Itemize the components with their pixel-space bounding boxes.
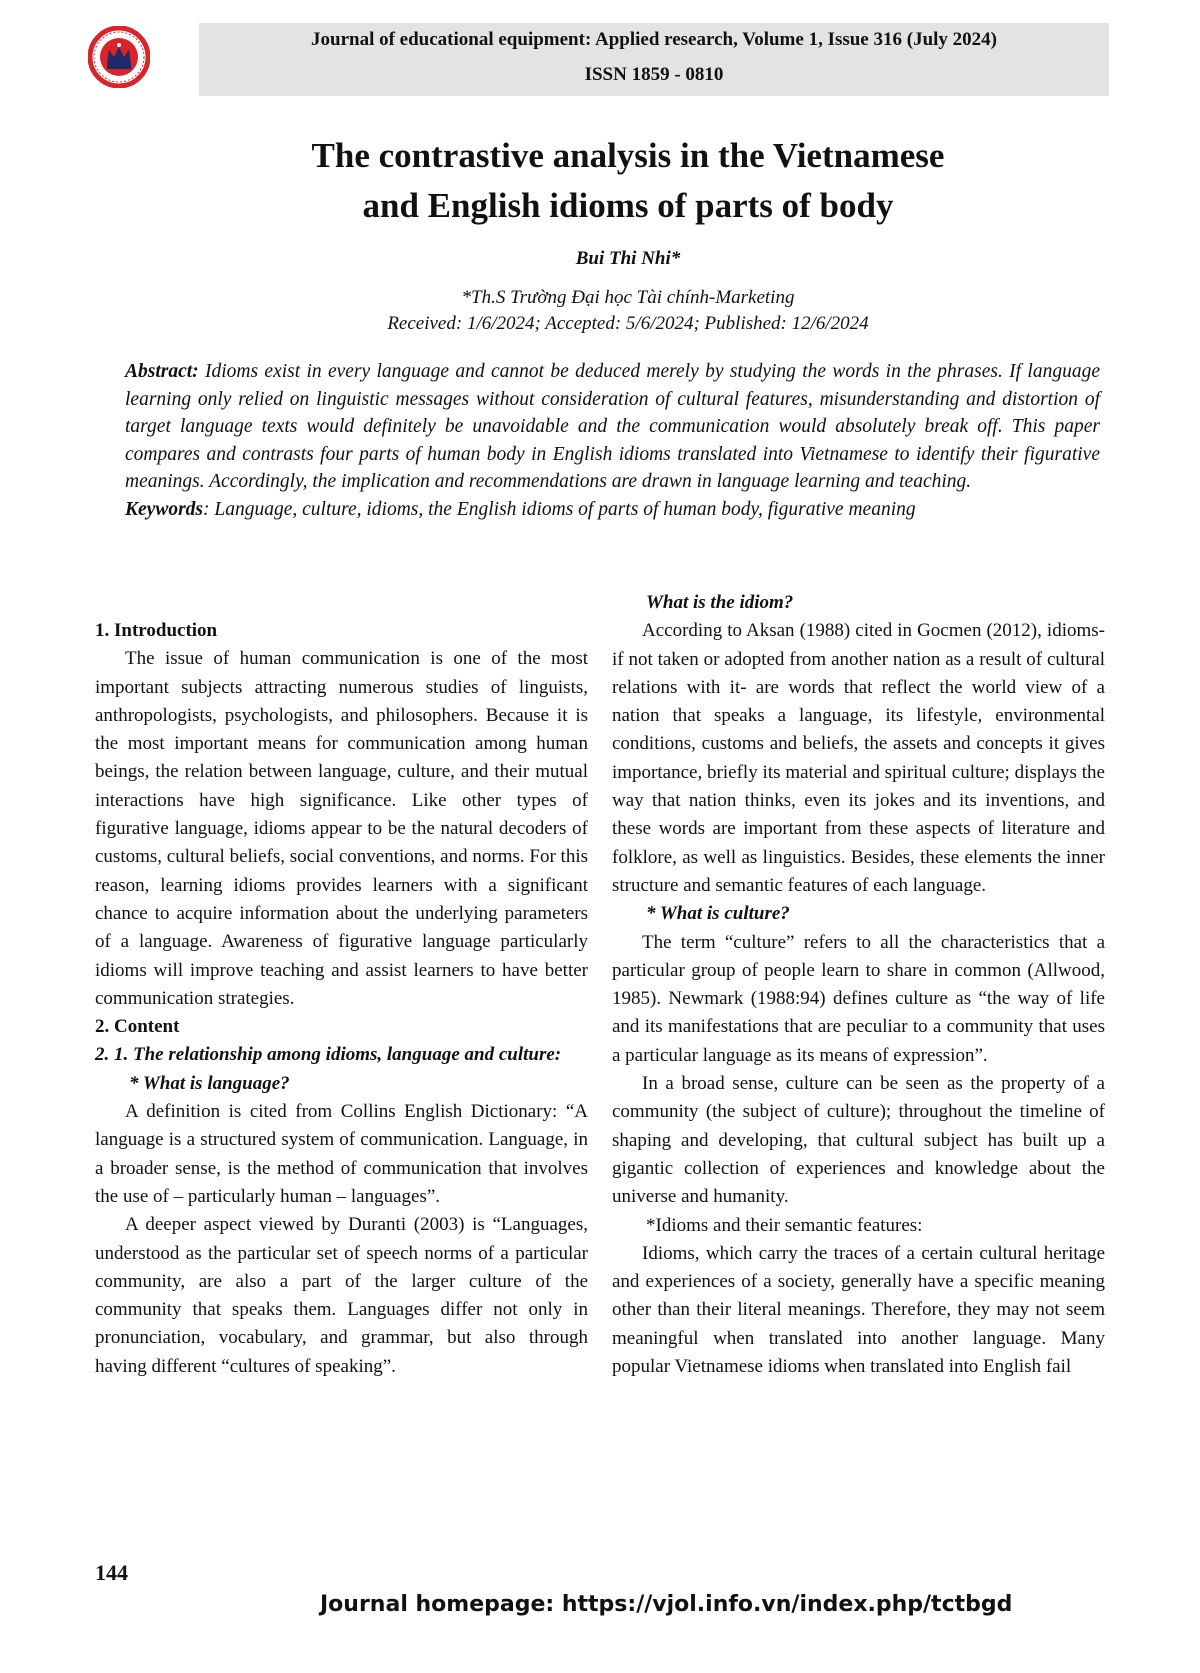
paragraph-semantic-features: Idioms, which carry the traces of a certain cultural heritage and experiences of a society, generally have a specific meaning other than their literal meanings. Therefore, they may not seem meaningful when translated into another language. Many popular Vietnamese idioms when translated into English fail	[612, 1242, 1105, 1378]
paragraph-culture-definition: The term “culture” refers to all the characteristics that a particular group of people learn to share in common (Allwood, 1985). Newmark (1988:94) defines culture as “the way of life and its manifestations that are peculiar to a community that uses a particular language as its means of expression”.	[612, 931, 1105, 1066]
abstract-text: Idioms exist in every language and cannot be deduced merely by studying the words in the phrases. If language learning only relied on linguistic messages without consideration of cultural features, misunderstanding and distortion of target language texts would definitely be unavoidable and the communication would absolutely break off. This paper compares and contrasts four parts of human body in English idioms translated into Vietnamese to identify their figurative meanings. Accordingly, the implication and recommendations are drawn in language learning and teaching.	[125, 361, 1100, 492]
section-heading-introduction: 1. Introduction	[95, 620, 218, 641]
paragraph-idiom: According to Aksan (1988) cited in Gocmen (2012), idioms- if not taken or adopted from another nation as a result of cultural relations with it- are words that reflect the world view of a nation that speaks a language, its lifestyle, environmental conditions, customs and beliefs, the assets and concepts it gives importance, briefly its material and spiritual culture; displays the way that nation thinks, even its jokes and its inventions, and these words are important from these aspects of literature and folklore, as well as linguistics. Besides, these elements the inner structure and semantic features of each language.	[612, 620, 1105, 896]
heading-semantic-features: *Idioms and their semantic features:	[646, 1214, 923, 1236]
article-author: Bui Thi Nhi*	[575, 248, 681, 269]
university-crest-logo	[88, 26, 150, 88]
paragraph-duranti: A deeper aspect viewed by Duranti (2003) is “Languages, understood as the particular set of speech norms of a particular community, are also a part of the larger culture of the community that speaks them. Languages differ not only in pronunciation, vocabulary, and grammar, but also through having different “cultures of speaking”.	[95, 1214, 588, 1377]
right-column	[612, 589, 1105, 1381]
journal-homepage-link[interactable]: Journal homepage: https://vjol.info.vn/index.php/tctbgd	[320, 1592, 1013, 1617]
heading-what-is-idiom: What is the idiom?	[646, 592, 794, 613]
abstract	[125, 358, 1100, 496]
heading-what-is-culture: * What is culture?	[646, 903, 790, 925]
heading-what-is-language: * What is language?	[129, 1072, 290, 1094]
left-column	[95, 617, 588, 1381]
article-title	[0, 131, 1200, 231]
page-number: 144	[95, 1560, 128, 1585]
paragraph-introduction: The issue of human communication is one of the most important subjects attracting numerous studies of linguists, anthropologists, psychologists, and philosophers. Because it is the most important means for communication among human beings, the relation between language, culture, and their mutual interactions have high significance. Like other types of figurative language, idioms appear to be the natural decoders of customs, cultural beliefs, social conventions, and norms. For this reason, learning idioms provides learners with a significant chance to acquire information about the underlying parameters of a language. Awareness of figurative language particularly idioms will improve teaching and assist learners to have better communication strategies.	[95, 648, 588, 1009]
abstract-block	[125, 358, 1100, 523]
journal-header-band	[199, 23, 1109, 96]
article-dates: Received: 1/6/2024; Accepted: 5/6/2024; Published: 12/6/2024	[387, 313, 869, 334]
subsection-heading-relationship: 2. 1. The relationship among idioms, language and culture:	[95, 1044, 562, 1066]
keywords	[125, 496, 1100, 524]
article-title-line1: The contrastive analysis in the Vietnamese	[311, 136, 945, 175]
keywords-label: Keywords	[125, 498, 203, 520]
article-title-line2: and English idioms of parts of body	[362, 186, 894, 225]
section-heading-content: 2. Content	[95, 1016, 180, 1038]
keywords-text: : Language, culture, idioms, the English idioms of parts of human body, figurative meaning	[203, 498, 916, 520]
journal-issn: ISSN 1859 - 0810	[584, 64, 724, 85]
paragraph-language-definition: A definition is cited from Collins English Dictionary: “A language is a structured system of communication. Language, in a broader sense, is the method of communication that involves the use of – particularly human – languages”.	[95, 1101, 588, 1207]
paragraph-culture-broad: In a broad sense, culture can be seen as the property of a community (the subject of culture); throughout the timeline of shaping and developing, that cultural subject has built up a gigantic collection of experiences and knowledge about the universe and humanity.	[612, 1073, 1105, 1208]
author-affiliation: *Th.S Trường Đại học Tài chính-Marketing	[461, 287, 795, 308]
abstract-label: Abstract:	[125, 361, 199, 382]
journal-citation: Journal of educational equipment: Applied research, Volume 1, Issue 316 (July 2024)	[311, 29, 997, 50]
